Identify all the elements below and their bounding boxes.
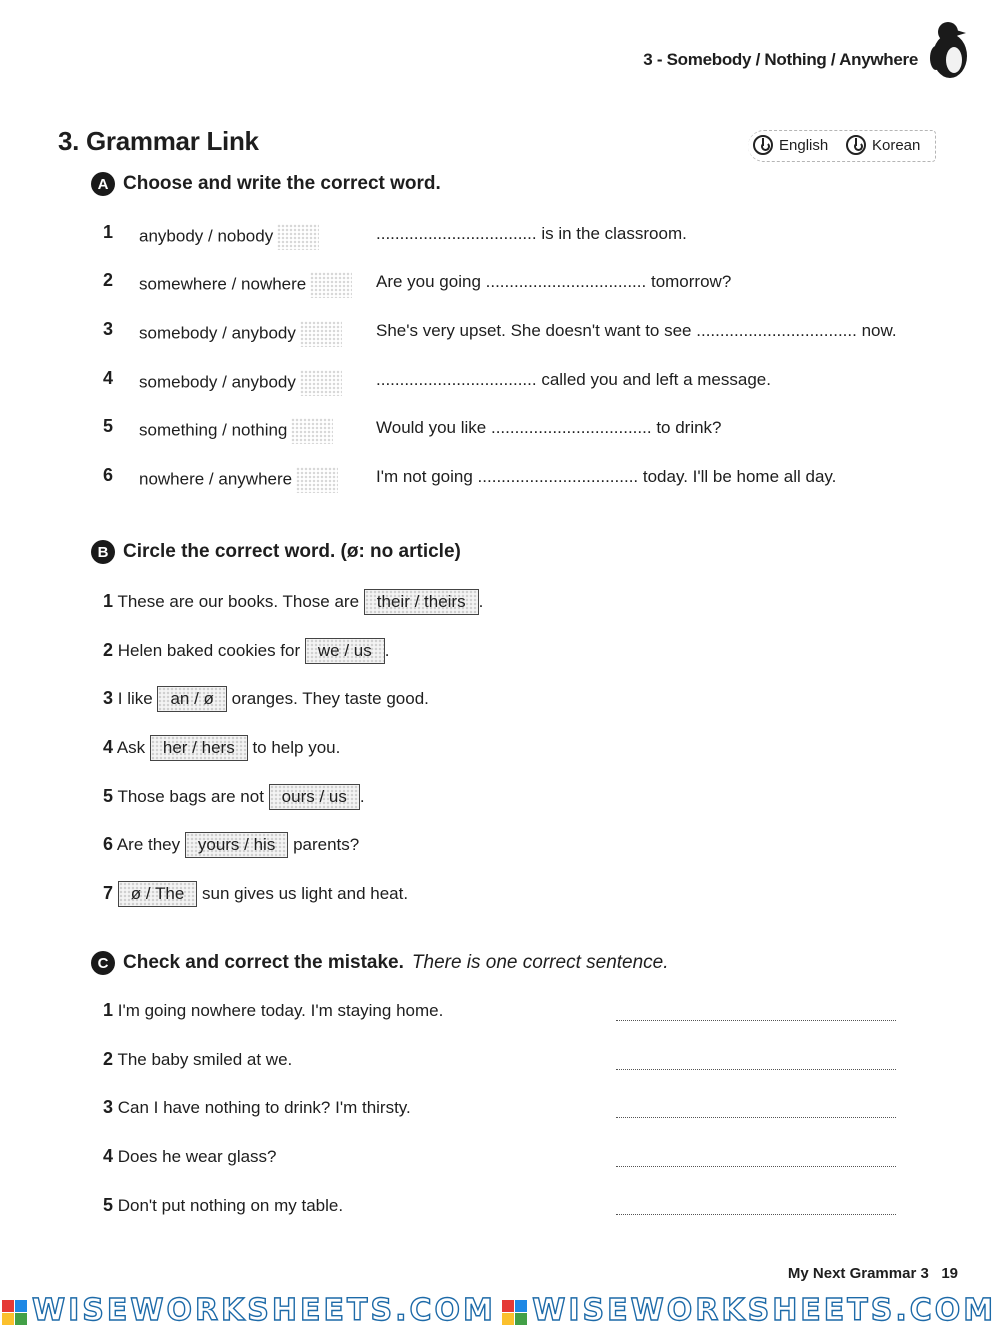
wiseworksheets-logo-icon [502,1300,528,1326]
sentence-before: She's very upset. She doesn't want to see [376,321,692,340]
sentence-after: parents? [293,835,360,854]
option-shade [300,321,342,347]
penguin-mascot-icon [926,20,972,82]
option-shade [291,418,333,444]
answer-line[interactable] [616,1214,896,1215]
list-item [103,222,113,243]
watermark-text-repeat: WISEWORKSHEETS.COM [532,1293,997,1328]
option-shade [277,224,319,250]
sentence [376,467,836,487]
word-choice-box[interactable]: ours / us [269,784,360,810]
answer-blank[interactable]: .................................. [376,224,537,243]
item-number: 5 [103,786,114,806]
audio-english-button[interactable] [753,135,828,155]
item-number: 2 [103,640,114,660]
word-options-text: somebody / anybody [139,323,296,343]
list-item [103,368,113,389]
chapter-separator: - [656,50,667,69]
section-title: 3. Grammar Link [58,126,259,156]
answer-line[interactable] [616,1069,896,1070]
item-number: 5 [103,1195,114,1215]
sentence-before: These are our books. Those are [117,592,360,611]
item-number: 4 [103,368,114,388]
watermark-banner [0,1293,1000,1331]
audio-english-label: English [779,136,829,154]
sentence-after: . [478,592,484,611]
sentence-before: Are they [116,835,181,854]
list-item [103,465,113,486]
sentence-before: Helen baked cookies for [117,641,301,660]
exercise-b-instruction: Circle the correct word. (ø: no article) [123,541,461,562]
word-choice-box[interactable]: we / us [305,638,385,664]
wiseworksheets-logo-icon [2,1300,28,1326]
play-icon [846,135,866,155]
list-item [103,589,483,615]
option-shade [310,272,352,298]
sentence: I'm going nowhere today. I'm staying home. [117,1001,444,1020]
sentence-before: I like [117,689,153,708]
word-choice-box[interactable]: their / theirs [364,589,479,615]
item-number: 6 [103,834,114,854]
audio-korean-label: Korean [872,136,921,154]
exercise-a-badge: A [91,172,115,196]
word-choice-box[interactable]: an / ø [157,686,226,712]
item-number: 7 [103,883,114,903]
list-item [103,1097,411,1118]
audio-korean-button[interactable] [846,135,920,155]
word-options-text: somebody / anybody [139,372,296,392]
exercise-c-instruction: Check and correct the mistake. [123,952,404,973]
list-item [103,881,408,907]
watermark-text: WISEWORKSHEETS.COM [32,1293,496,1328]
answer-blank[interactable]: .................................. [696,321,857,340]
sentence-before: Those bags are not [117,787,264,806]
exercise-a-instruction: Choose and write the correct word. [123,173,441,194]
item-number: 4 [103,1146,114,1166]
exercise-c-note: There is one correct sentence. [411,952,669,973]
answer-blank[interactable]: .................................. [477,467,639,486]
item-number: 1 [103,1000,114,1020]
sentence [376,418,722,438]
list-item [103,1049,292,1070]
sentence-after: called you and left a message. [541,370,771,389]
sentence: Does he wear glass? [117,1147,277,1166]
list-item [103,1000,443,1021]
word-choice-box[interactable]: ø / The [118,881,198,907]
sentence: The baby smiled at we. [117,1050,293,1069]
list-item [103,416,113,437]
sentence-before: I'm not going [376,467,473,486]
option-shade [300,370,342,396]
word-options-text: anybody / nobody [139,226,274,246]
sentence: Don't put nothing on my table. [117,1196,344,1215]
sentence-after: now. [861,321,897,340]
sentence [376,224,687,244]
sentence-after: today. I'll be home all day. [642,467,837,486]
item-number: 3 [103,688,114,708]
answer-blank[interactable]: .................................. [376,370,537,389]
exercise-c-heading [91,951,669,975]
sentence-before: Ask [116,738,146,757]
word-options [139,418,333,444]
sentence-after: tomorrow? [650,272,732,291]
list-item [103,735,340,761]
exercise-a-heading [91,172,441,196]
chapter-title [600,50,918,70]
exercise-c-badge: C [91,951,115,975]
word-options [139,272,352,298]
item-number: 6 [103,465,114,485]
play-icon [753,135,773,155]
word-options-text: something / nothing [139,420,288,440]
sentence-before: Are you going [376,272,481,291]
item-number: 2 [103,1049,114,1069]
option-shade [296,467,338,493]
answer-line[interactable] [616,1166,896,1167]
item-number: 3 [103,1097,114,1117]
word-choice-box[interactable]: her / hers [150,735,248,761]
page-number: 19 [941,1265,958,1282]
word-options [139,224,319,250]
answer-line[interactable] [616,1117,896,1118]
answer-line[interactable] [616,1020,896,1021]
sentence: Can I have nothing to drink? I'm thirsty. [117,1098,411,1117]
word-options [139,321,342,347]
sentence-after: is in the classroom. [541,224,687,243]
word-options [139,370,342,396]
chapter-number: 3 [643,50,653,69]
book-title: My Next Grammar 3 [787,1265,929,1282]
sentence [376,321,897,341]
sentence-before: Would you like [376,418,487,437]
chapter-title-text: Somebody / Nothing / Anywhere [666,50,918,69]
answer-blank[interactable]: .................................. [485,272,647,291]
list-item [103,686,429,712]
word-options [139,467,338,493]
list-item [103,270,113,291]
sentence [376,370,771,390]
item-number: 5 [103,416,114,436]
word-options-text: nowhere / anywhere [139,469,293,489]
list-item [103,319,113,340]
page-footer [700,1265,958,1282]
sentence-after: . [384,641,390,660]
sentence-after: . [359,787,365,806]
item-number: 1 [103,591,114,611]
sentence [376,272,731,292]
item-number: 2 [103,270,114,290]
exercise-b-badge: B [91,540,115,564]
list-item [103,832,359,858]
answer-blank[interactable]: .................................. [490,418,652,437]
item-number: 3 [103,319,114,339]
sentence-after: to help you. [252,738,341,757]
exercise-b-heading [91,540,461,564]
list-item [103,784,365,810]
sentence-after: sun gives us light and heat. [202,884,409,903]
sentence-after: oranges. They taste good. [231,689,429,708]
sentence-after: to drink? [656,418,722,437]
list-item [103,638,389,664]
list-item [103,1146,277,1167]
item-number: 1 [103,222,114,242]
list-item [103,1195,343,1216]
item-number: 4 [103,737,114,757]
word-options-text: somewhere / nowhere [139,274,307,294]
word-choice-box[interactable]: yours / his [185,832,288,858]
